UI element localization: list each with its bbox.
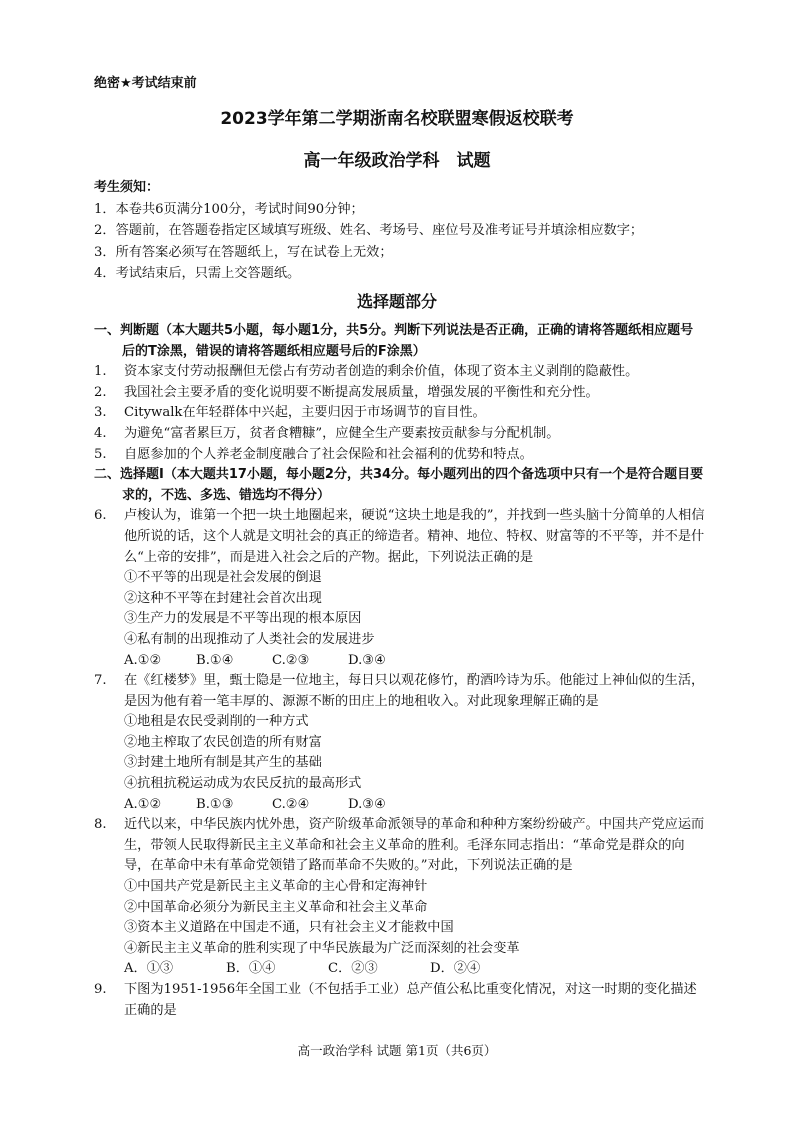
question-number: 7. (94, 673, 107, 689)
choice-b: B.①③ (196, 796, 234, 812)
answer-choices (94, 651, 706, 672)
statement-option: ④私有制的出现推动了人类社会的发展进步 (124, 631, 375, 647)
statement-option: ③资本主义道路在中国走不通，只有社会主义才能救中国 (124, 920, 454, 936)
page-footer: 高一政治学科 试题 第1页（共6页） (297, 1043, 497, 1058)
choice-a: A.①② (124, 796, 162, 812)
item-text: 我国社会主要矛盾的变化说明要不断提高发展质量，增强发展的平衡性和充分性。 (124, 384, 599, 400)
question-number: 6. (94, 508, 107, 524)
question (94, 671, 706, 712)
candidate-notice (94, 177, 734, 285)
statement-option: ②这种不平等在封建社会首次出现 (124, 590, 322, 606)
question-stem: 下图为1951-1956年全国工业（不包括手工业）总产值公私比重变化情况，对这一时期的变化描述正确的是 (124, 982, 697, 1018)
statement-option: ③生产力的发展是不平等出现的根本原因 (124, 611, 362, 627)
exam-title: 2023学年第二学期浙南名校联盟寒假返校联考 (220, 109, 574, 129)
statement-option: ③封建土地所有制是其产生的基础 (124, 755, 322, 771)
judge-item (94, 383, 706, 404)
notice-item: 1．本卷共6页满分100分，考试时间90分钟； (94, 201, 364, 217)
judge-item (94, 362, 706, 383)
item-text: Citywalk在年轻群体中兴起，主要归因于市场调节的盲目性。 (124, 405, 486, 421)
exam-subtitle: 高一年级政治学科 试题 (303, 151, 491, 171)
choice-b: B.①④ (196, 652, 234, 668)
choice-a: A．①③ (124, 961, 174, 977)
choice-a: A.①② (124, 652, 162, 668)
answer-choices (94, 959, 706, 980)
item-text: 自愿参加的个人养老金制度融合了社会保险和社会福利的优势和特点。 (124, 446, 533, 462)
statement-option: ②中国革命必须分为新民主主义革命和社会主义革命 (124, 899, 428, 915)
questions-area (94, 321, 706, 1021)
item-number: 5. (94, 446, 107, 462)
choice-d: D．②④ (430, 961, 481, 977)
part2-heading: 二、选择题Ⅰ（本大题共17小题，每小题2分，共34分。每小题列出的四个备选项中只有一个是符合题目要求的，不选、多选、错选均不得分） (94, 467, 704, 503)
statement-option: ①地租是农民受剥削的一种方式 (124, 714, 309, 730)
question-stem: 在《红楼梦》里，甄士隐是一位地主，每日只以观花修竹，酌酒吟诗为乐。他能过上神仙似的生活，是因为他有着一笔丰厚的、源源不断的田庄上的地租收入。对此现象理解正确的是 (124, 673, 705, 709)
notice-item: 2．答题前，在答题卷指定区域填写班级、姓名、考场号、座位号及准考证号并填涂相应数字； (94, 223, 644, 238)
item-number: 3. (94, 405, 107, 421)
question-number: 8. (94, 817, 107, 833)
statement-option: ④抗租抗税运动成为农民反抗的最高形式 (124, 776, 362, 792)
statement-option: ②地主榨取了农民创造的所有财富 (124, 734, 322, 750)
question-number: 9. (94, 982, 107, 997)
statement-option: ①中国共产党是新民主主义革命的主心骨和定海神针 (124, 879, 428, 895)
question (94, 506, 706, 568)
choice-c: C．②③ (328, 961, 378, 977)
question (94, 980, 706, 1021)
choice-c: C.②④ (272, 796, 310, 812)
question (94, 815, 706, 877)
section-title: 选择题部分 (356, 292, 437, 311)
notice-heading: 考生须知： (94, 180, 160, 195)
item-number: 1. (94, 364, 107, 380)
part1-heading: 一、判断题（本大题共5小题，每小题1分，共5分。判断下列说法是否正确，正确的请将答题纸相应题号后的T涂黑，错误的请将答题纸相应题号后的F涂黑） (94, 323, 694, 359)
judge-item (94, 445, 706, 466)
statement-option: ①不平等的出现是社会发展的倒退 (124, 570, 322, 586)
judge-item (94, 424, 706, 445)
choice-b: B．①④ (226, 961, 276, 977)
notice-item: 3．所有答案必须写在答题纸上，写在试卷上无效； (94, 244, 393, 260)
notice-item: 4．考试结束后，只需上交答题纸。 (94, 266, 301, 281)
answer-choices (94, 795, 706, 816)
question-stem: 卢梭认为，谁第一个把一块土地圈起来，硬说“这块土地是我的”，并找到一些头脑十分简单的人相信他所说的话，这个人就是文明社会的真正的缔造者。精神、地位、特权、财富等的不平等，并不是什么“上帝的安排”，而是进入社会之后的产物。据此，下列说法正确的是 (124, 508, 705, 565)
item-number: 4. (94, 425, 107, 441)
statement-option: ④新民主主义革命的胜利实现了中华民族最为广泛而深刻的社会变革 (124, 940, 520, 956)
item-text: 为避免“富者累巨万，贫者食糟糠”，应健全生产要素按贡献参与分配机制。 (124, 425, 560, 441)
choice-c: C.②③ (272, 652, 310, 668)
choice-d: D.③④ (348, 652, 386, 668)
judge-item (94, 403, 706, 424)
item-number: 2. (94, 384, 107, 400)
item-text: 资本家支付劳动报酬但无偿占有劳动者创造的剩余价值，体现了资本主义剥削的隐蔽性。 (124, 364, 639, 380)
question-stem: 近代以来，中华民族内忧外患，资产阶级革命派领导的革命和种种方案纷纷破产。中国共产党应运而生，带领人民取得新民主主义革命和社会主义革命的胜利。毛泽东同志指出：“革命党是群众的向导，在革命中未有革命党领错了路而革命不失败的。”对此，下列说法正确的是 (124, 817, 705, 874)
secret-mark: 绝密★考试结束前 (94, 76, 197, 91)
choice-d: D.③④ (348, 796, 386, 812)
